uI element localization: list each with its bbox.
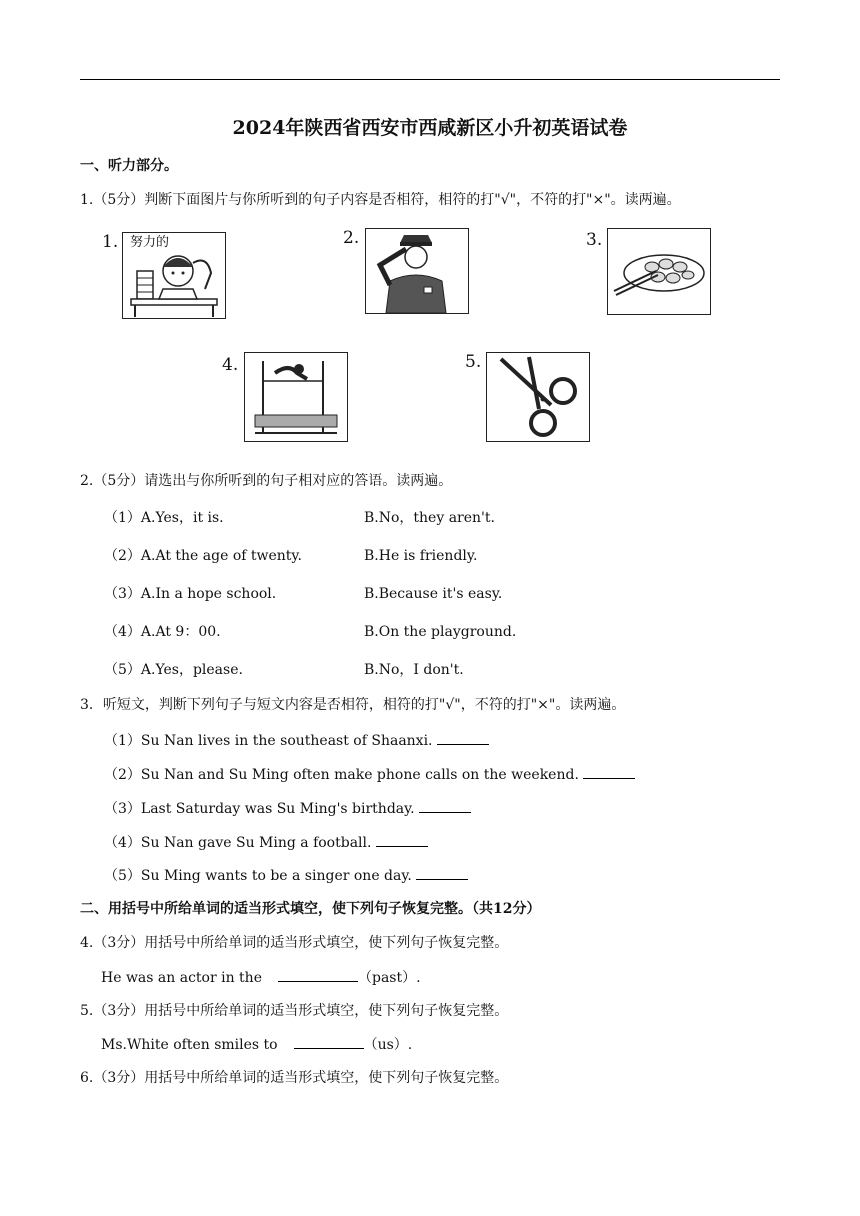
question-3-stem: 3．听短文，判断下列句子与短文内容是否相符，相符的打"√"，不符的打"×"。读两遍。 <box>80 697 626 713</box>
picture-5-number: 5. <box>465 352 482 372</box>
picture-2-number: 2. <box>343 228 360 248</box>
header-rule <box>80 79 780 80</box>
question-4-stem: 4.（3分）用括号中所给单词的适当形式填空，使下列句子恢复完整。 <box>80 935 509 951</box>
picture-1-number: 1. <box>102 232 119 252</box>
q2-option-b: B.He is friendly. <box>364 548 478 564</box>
police-salute-icon <box>365 228 469 314</box>
scissors-icon <box>486 352 590 442</box>
q3-statement: （3）Last Saturday was Su Ming's birthday. <box>104 799 471 818</box>
q3-statement: （1）Su Nan lives in the southeast of Shaanxi. <box>104 731 489 750</box>
q2-option-b: B.On the playground. <box>364 624 517 640</box>
question-5-stem: 5.（3分）用括号中所给单词的适当形式填空，使下列句子恢复完整。 <box>80 1003 509 1019</box>
dumplings-plate-icon <box>607 228 711 315</box>
q3-statement: （4）Su Nan gave Su Ming a football. <box>104 833 428 852</box>
picture-4-number: 4. <box>222 355 239 375</box>
question-2-stem: 2.（5分）请选出与你所听到的句子相对应的答语。读两遍。 <box>80 473 453 489</box>
q2-option-a: （4）A.At 9：00. <box>104 624 221 640</box>
q3-statement: （5）Su Ming wants to be a singer one day. <box>104 866 468 885</box>
answer-blank[interactable] <box>419 799 471 813</box>
section-heading-fill-in: 二、用括号中所给单词的适当形式填空，使下列句子恢复完整。（共12分） <box>80 901 541 917</box>
student-studying-icon <box>122 232 226 319</box>
answer-blank[interactable] <box>583 765 635 779</box>
answer-blank[interactable] <box>437 731 489 745</box>
page-title: 2024年陕西省西安市西咸新区小升初英语试卷 <box>232 117 628 139</box>
high-jump-icon <box>244 352 348 442</box>
section-heading-listening: 一、听力部分。 <box>80 158 178 174</box>
q2-option-a: （5）A.Yes，please. <box>104 662 243 678</box>
question-5-sentence: Ms.White often smiles to （us）. <box>101 1037 413 1053</box>
q2-option-a: （1）A.Yes，it is. <box>104 510 224 526</box>
picture-1-caption: 努力的 <box>130 235 170 250</box>
answer-blank[interactable] <box>278 968 358 982</box>
question-4-sentence: He was an actor in the （past）. <box>101 970 421 986</box>
answer-blank[interactable] <box>416 866 468 880</box>
q2-option-b: B.No，I don't. <box>364 662 464 678</box>
q3-statement: （2）Su Nan and Su Ming often make phone calls on the weekend. <box>104 765 635 784</box>
q2-option-a: （2）A.At the age of twenty. <box>104 548 302 564</box>
q2-option-a: （3）A.In a hope school. <box>104 586 277 602</box>
q2-option-b: B.No，they aren't. <box>364 510 495 526</box>
q2-option-b: B.Because it's easy. <box>364 586 503 602</box>
question-6-stem: 6.（3分）用括号中所给单词的适当形式填空，使下列句子恢复完整。 <box>80 1070 509 1086</box>
answer-blank[interactable] <box>376 833 428 847</box>
question-1-stem: 1.（5分）判断下面图片与你所听到的句子内容是否相符，相符的打"√"，不符的打"×"。读两遍。 <box>80 192 681 208</box>
picture-3-number: 3. <box>586 230 603 250</box>
answer-blank[interactable] <box>294 1035 364 1049</box>
